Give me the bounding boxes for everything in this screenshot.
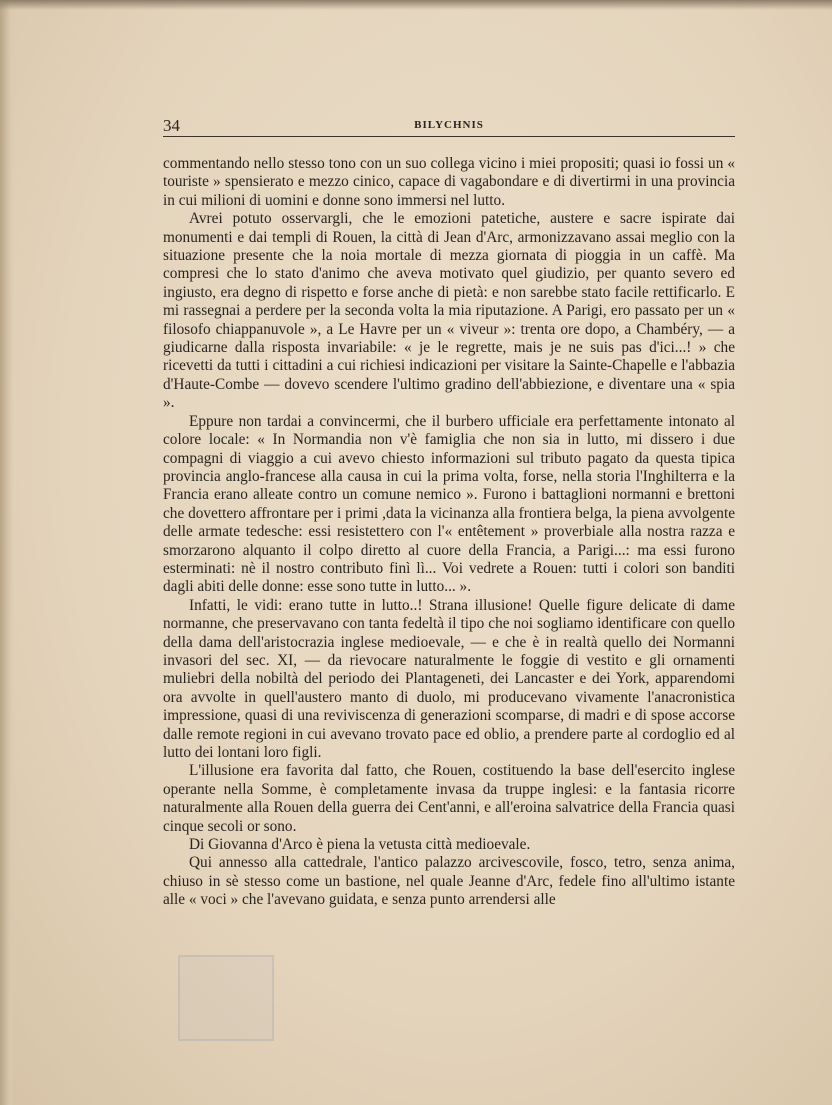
paragraph: Avrei potuto osservargli, che le emozioni patetiche, austere e sacre ispirate dai monumenti e dai templi di Rouen, la città di Jean d'Arc, armonizzavano assai meglio con la situazione presente che la noia mortale di mezza giornata di pioggia in un caffè. Ma compresi che lo stato d'animo che aveva motivato quel giudizio, per quanto severo ed ingiusto, era degno di rispetto e forse anche di pietà: e non sarebbe stato facile rettificarlo. E mi rassegnai a perdere per la seconda volta la mia riputazione. A Parigi, ero passato per un « filosofo chiappanuvole », a Le Havre per un « viveur »: trenta ore dopo, a Chambéry, — a giudicarne dalla risposta invariabile: « je le regrette, mais je ne suis pas d'ici...! » che ricevetti da tutti i cittadini a cui richiesi indicazioni per visitare la Sainte-Chapelle e l'abbazia d'Haute-Combe — dovevo scendere l'ultimo gradino dell'abbiezione, e diventare una « spia ». [163,210,735,412]
library-stamp [178,955,274,1041]
paragraph: Qui annesso alla cattedrale, l'antico palazzo arcivescovile, fosco, tetro, senza anima, chiuso in sè stesso come un bastione, nel quale Jeanne d'Arc, fedele fino all'ultimo istante alle « voci » che l'avevano guidata, e senza punto arrendersi alle [163,854,735,909]
page-top-shadow [0,0,832,10]
paragraph: Infatti, le vidi: erano tutte in lutto..! Strana illusione! Quelle figure delicate di dame normanne, che preservavano con tanta fedeltà il tipo che noi sogliamo identificare con quello della dama dell'aristocrazia inglese medioevale, — e che è in realtà quello dei Normanni invasori del sec. XI, — da rievocare naturalmente le foggie di vestito e gli ornamenti muliebri della nobiltà del periodo dei Plantageneti, dei Lancaster e dei York, apparendomi ora avvolte in quell'austero manto di duolo, mi producevano vivamente l'anacronistica impressione, quasi di una reviviscenza di generazioni scomparse, di madri e di spose accorse dalle remote regioni in cui avevano trovato pace ed oblio, a prendere parte al cordoglio ed al lutto dei lontani loro figli. [163,596,735,761]
paragraph: L'illusione era favorita dal fatto, che Rouen, costituendo la base dell'esercito inglese operante nella Somme, è completamente invasa da truppe inglesi: e la fantasia ricorre naturalmente alla Rouen della guerra dei Cent'anni, e all'eroina salvatrice della Francia quasi cinque secoli or sono. [163,762,735,835]
paragraph: Eppure non tardai a convincermi, che il burbero ufficiale era perfettamente intonato al colore locale: « In Normandia non v'è famiglia che non sia in lutto, mi dissero i due compagni di viaggio a cui avevo chiesto informazioni sul tributo pagato da questa tipica provincia anglo-francese alla causa in cui la prima volta, forse, nella storia l'Inghilterra e la Francia erano alleate contro un comune nemico ». Furono i battaglioni normanni e brettoni che dovettero affrontare per i primi ,data la vicinanza alla frontiera belga, la piena avvolgente delle armate tedesche: essi resistettero con l'« entêtement » proverbiale alla nostra razza e smorzarono alquanto il colpo diretto al cuore della Francia, a Parigi...: ma essi furono esterminati: nè il nostro contributo finì lì... Voi vedrete a Rouen: tutti i colori son banditi dagli abiti delle donne: esse sono tutte in lutto... ». [163,412,735,596]
running-header [163,116,735,138]
paragraph: commentando nello stesso tono con un suo collega vicino i miei propositi; quasi io fossi un « touriste » spensierato e mezzo cinico, capace di vagabondare e di divertirmi in una provincia in cui milioni di uomini e donne sono immersi nel lutto. [163,155,735,209]
body-text [163,155,735,910]
page-edge-shadow [0,0,14,1105]
running-title: BILYCHNIS [414,119,484,131]
page-number: 34 [163,116,180,135]
header-rule [163,136,735,137]
paragraph: Di Giovanna d'Arco è piena la vetusta città medioevale. [189,836,531,854]
